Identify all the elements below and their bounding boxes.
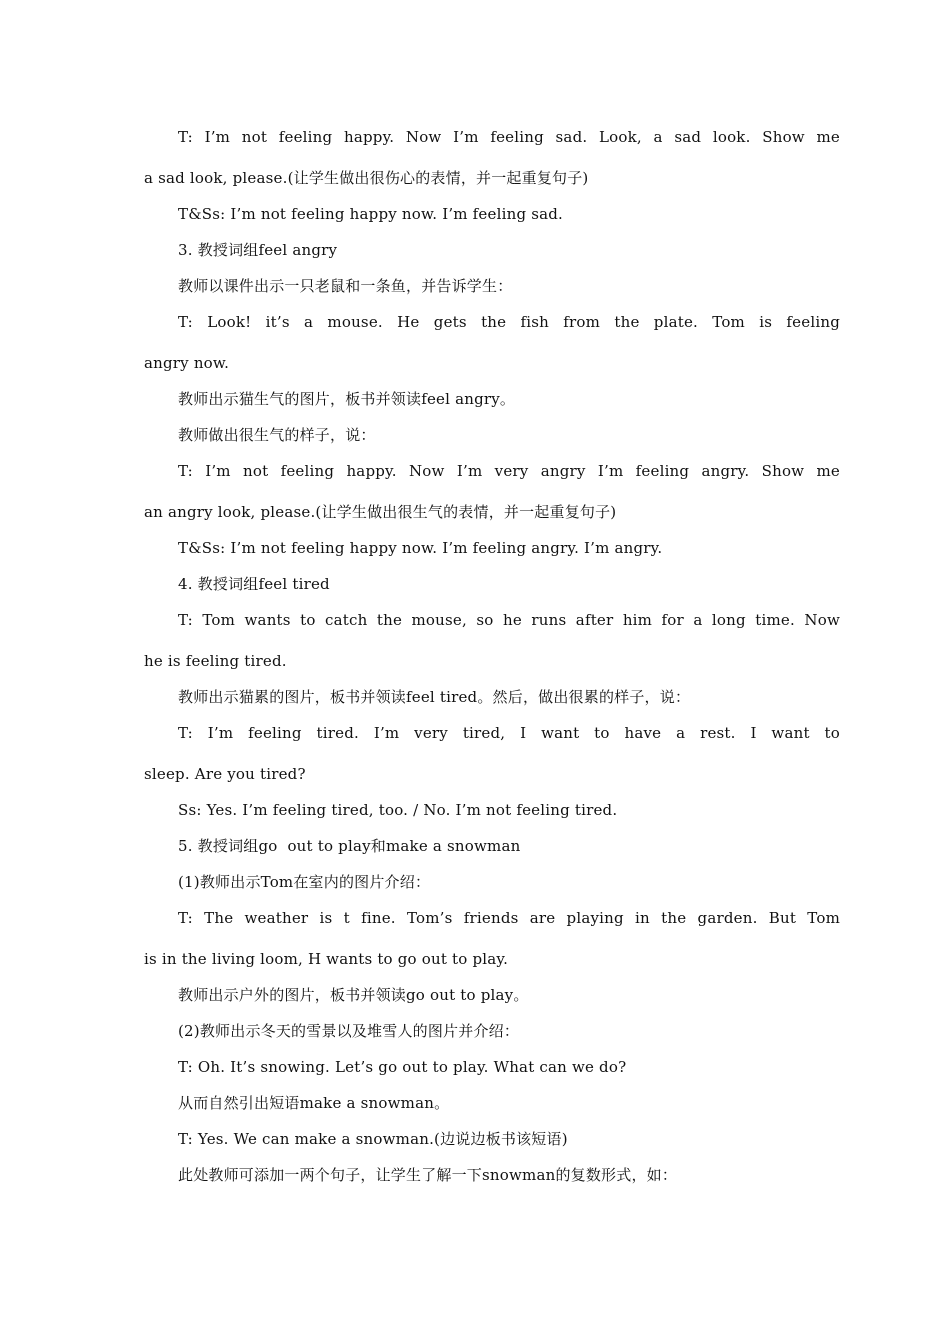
text-line-22: T: The weather is t fine. Tom’s friends are playing in the garden. But Tom [178,909,840,927]
text-line-1: T: I’m not feeling happy. Now I’m feeling sad. Look, a sad look. Show me [178,128,840,146]
text-line-7: angry now. [144,354,230,372]
text-line-12: T&Ss: I’m not feeling happy now. I’m feeling angry. I’m angry. [178,539,663,557]
text-line-19: Ss: Yes. I’m feeling tired, too. / No. I’m not feeling tired. [178,801,618,819]
text-line-21: (1)教师出示Tom在室内的图片介绍： [178,873,431,891]
section-heading-3: 3. 教授词组feel angry [178,241,338,259]
text-line-29: 此处教师可添加一两个句子，让学生了解一下snowman的复数形式，如： [178,1166,678,1184]
text-line-10: T: I’m not feeling happy. Now I’m very angry I’m feeling angry. Show me [178,462,840,480]
text-line-2: a sad look, please.(让学生做出很伤心的表情，并一起重复句子) [144,169,589,187]
text-line-14: T: Tom wants to catch the mouse, so he runs after him for a long time. Now [178,611,840,629]
text-line-11: an angry look, please.(让学生做出很生气的表情，并一起重复句子) [144,503,617,521]
section-heading-4: 4. 教授词组feel tired [178,575,330,593]
text-line-15: he is feeling tired. [144,652,287,670]
text-line-23: is in the living loom, H wants to go out to play. [144,950,509,968]
text-line-9: 教师做出很生气的样子，说： [178,426,376,444]
text-line-16: 教师出示猫累的图片，板书并领读feel tired。然后，做出很累的样子，说： [178,688,691,706]
text-line-27: 从而自然引出短语make a snowman。 [178,1094,450,1112]
text-line-24: 教师出示户外的图片，板书并领读go out to play。 [178,986,529,1004]
text-line-26: T: Oh. It’s snowing. Let’s go out to play. What can we do? [178,1058,627,1076]
text-line-5: 教师以课件出示一只老鼠和一条鱼，并告诉学生： [178,277,513,295]
text-line-8: 教师出示猫生气的图片，板书并领读feel angry。 [178,390,516,408]
text-line-25: (2)教师出示冬天的雪景以及堆雪人的图片并介绍： [178,1022,520,1040]
text-line-17: T: I’m feeling tired. I’m very tired, I want to have a rest. I want to [178,724,840,742]
section-heading-5: 5. 教授词组go out to play和make a snowman [178,837,521,855]
text-line-18: sleep. Are you tired? [144,765,306,783]
text-line-6: T: Look! it’s a mouse. He gets the fish from the plate. Tom is feeling [178,313,840,331]
text-line-28: T: Yes. We can make a snowman.(边说边板书该短语) [178,1130,568,1148]
text-line-3: T&Ss: I’m not feeling happy now. I’m feeling sad. [178,205,564,223]
